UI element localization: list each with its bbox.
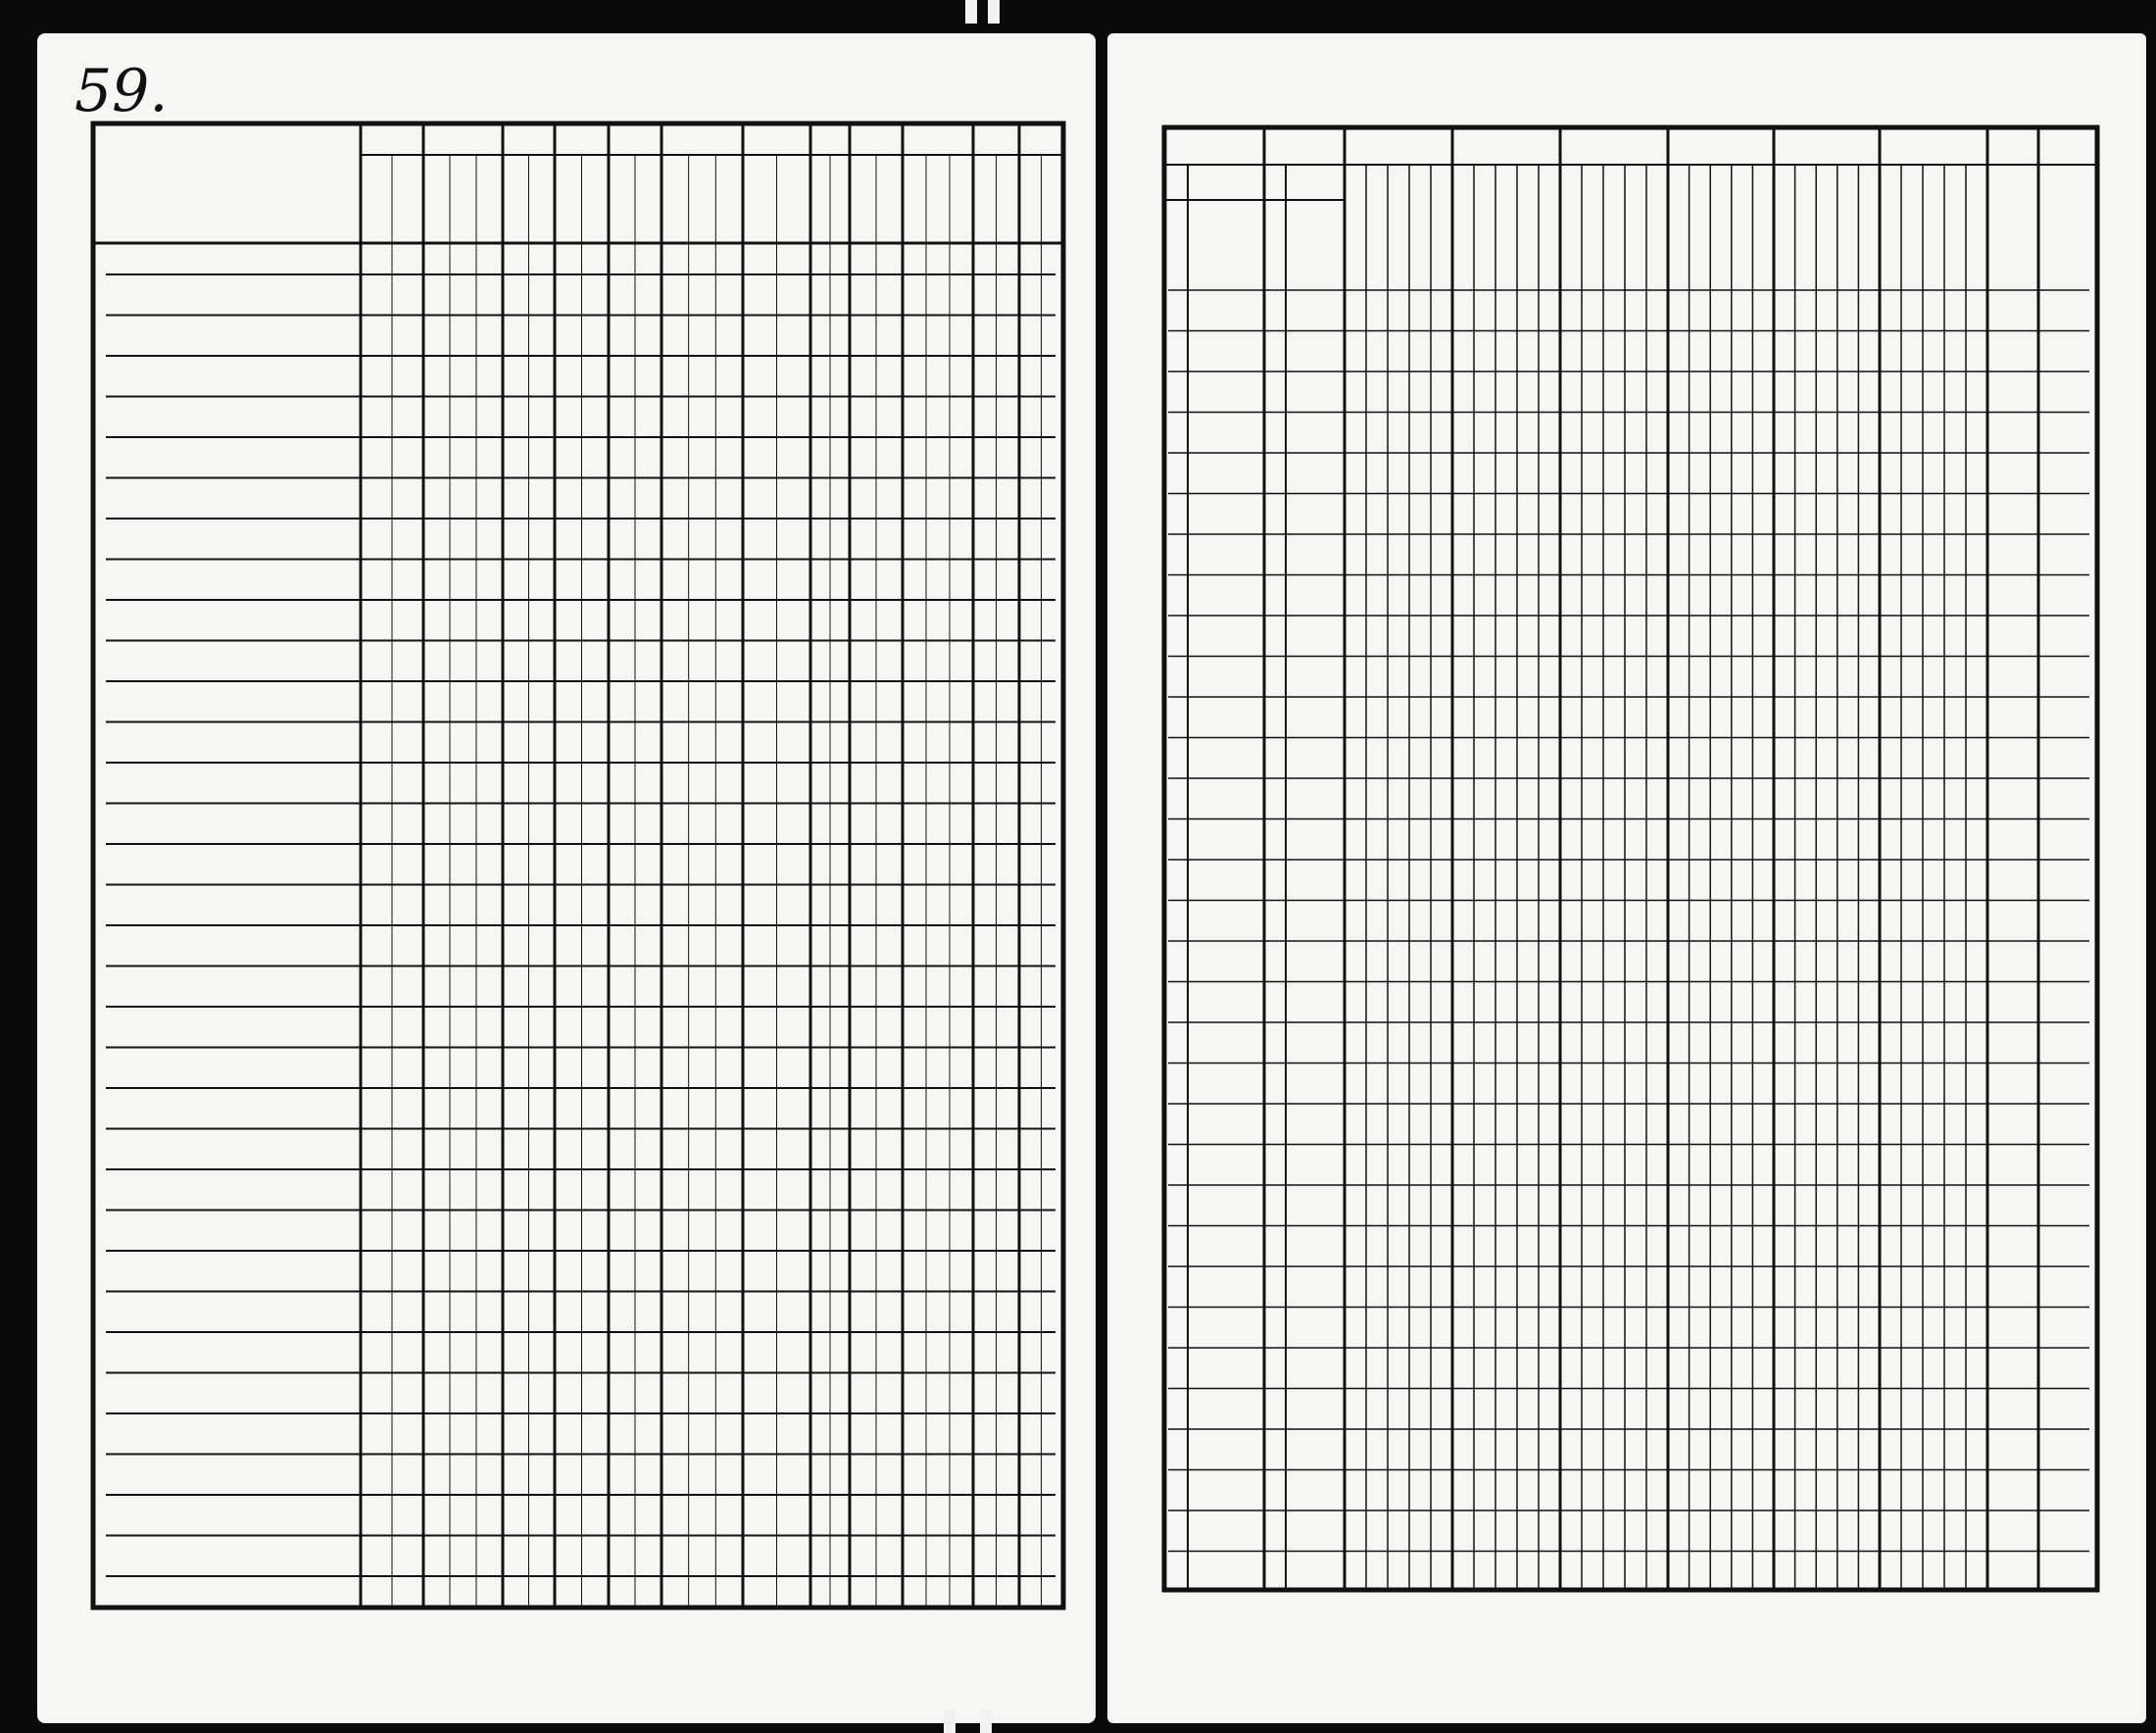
right-table-frame — [1164, 127, 2097, 1590]
left-table-frame — [93, 124, 1063, 1608]
page-number: 59. — [74, 57, 169, 125]
